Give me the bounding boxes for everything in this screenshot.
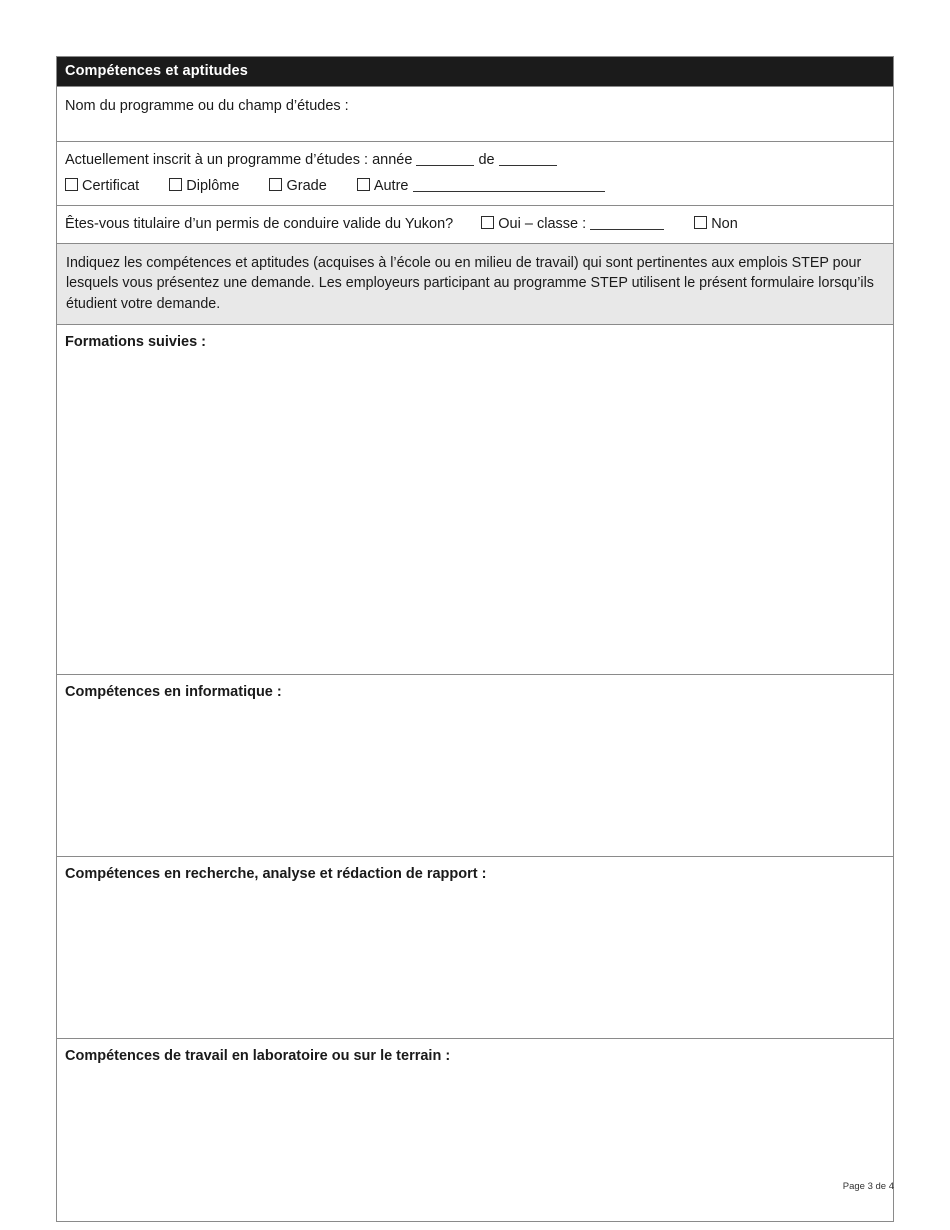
checkbox-icon[interactable] — [694, 216, 707, 229]
field-cell-trainings — [57, 324, 894, 674]
field-row-computer-skills — [57, 674, 894, 856]
credential-options — [65, 176, 885, 197]
option-label: Non — [711, 216, 738, 233]
research-skills-textarea[interactable] — [65, 882, 885, 1014]
field-row-research-skills — [57, 856, 894, 1038]
enrollment-cell — [57, 142, 894, 206]
skills-and-abilities-form — [56, 56, 894, 1222]
option-label: Diplôme — [186, 178, 240, 195]
licence-question: Êtes-vous titulaire d’un permis de conduire valide du Yukon? — [65, 216, 454, 233]
section-title: Compétences et aptitudes — [57, 57, 894, 87]
licence-class-input[interactable] — [590, 229, 664, 230]
option-label: Oui – classe : — [498, 216, 587, 233]
field-row-lab-field-skills — [57, 1038, 894, 1221]
enrollment-text-middle: de — [478, 152, 495, 169]
checkbox-option-oui[interactable] — [481, 214, 664, 235]
checkbox-option-certificat[interactable] — [65, 176, 139, 197]
enrollment-text-before: Actuellement inscrit à un programme d’études : année — [65, 152, 413, 169]
option-label: Autre — [373, 178, 409, 195]
lab-field-skills-textarea[interactable] — [65, 1064, 885, 1197]
checkbox-icon[interactable] — [357, 178, 370, 191]
field-label: Formations suivies : — [65, 333, 207, 350]
field-cell-computer-skills — [57, 674, 894, 856]
section-header-row — [57, 57, 894, 87]
checkbox-icon[interactable] — [269, 178, 282, 191]
checkbox-icon[interactable] — [65, 178, 78, 191]
field-row-trainings — [57, 324, 894, 674]
licence-cell — [57, 206, 894, 244]
enrollment-row — [57, 142, 894, 206]
enrollment-year-input[interactable] — [416, 165, 474, 166]
page-footer: Page 3 de 4 — [842, 1181, 894, 1192]
field-cell-research-skills — [57, 856, 894, 1038]
instructions-text: Indiquez les compétences et aptitudes (acquises à l’école ou en milieu de travail) qui sont pertinentes aux emplois STEP pour lesquels vous présentez une demande. Les employeurs participant au programme STEP utilisent le présent formulaire lorsqu’ils étudient votre demande. — [57, 244, 894, 325]
checkbox-option-autre[interactable] — [357, 176, 605, 197]
field-label: Compétences en recherche, analyse et rédaction de rapport : — [65, 865, 487, 882]
autre-specify-input[interactable] — [413, 191, 605, 192]
field-label: Compétences en informatique : — [65, 683, 282, 700]
checkbox-option-non[interactable] — [694, 214, 738, 235]
field-cell-lab-field-skills — [57, 1038, 894, 1221]
program-name-cell — [57, 87, 894, 142]
licence-question-line — [65, 214, 885, 235]
field-label: Compétences de travail en laboratoire ou sur le terrain : — [65, 1047, 451, 1064]
checkbox-icon[interactable] — [169, 178, 182, 191]
checkbox-icon[interactable] — [481, 216, 494, 229]
program-name-label: Nom du programme ou du champ d’études : — [65, 98, 349, 114]
program-name-row — [57, 87, 894, 142]
option-label: Certificat — [82, 178, 140, 195]
checkbox-option-diplome[interactable] — [169, 176, 239, 197]
licence-row — [57, 206, 894, 244]
checkbox-option-grade[interactable] — [269, 176, 326, 197]
instructions-row — [57, 244, 894, 325]
trainings-textarea[interactable] — [65, 350, 885, 650]
program-name-input[interactable] — [65, 117, 885, 131]
enrollment-year-line — [65, 150, 885, 171]
option-label: Grade — [286, 178, 327, 195]
enrollment-total-years-input[interactable] — [499, 165, 557, 166]
computer-skills-textarea[interactable] — [65, 700, 885, 832]
